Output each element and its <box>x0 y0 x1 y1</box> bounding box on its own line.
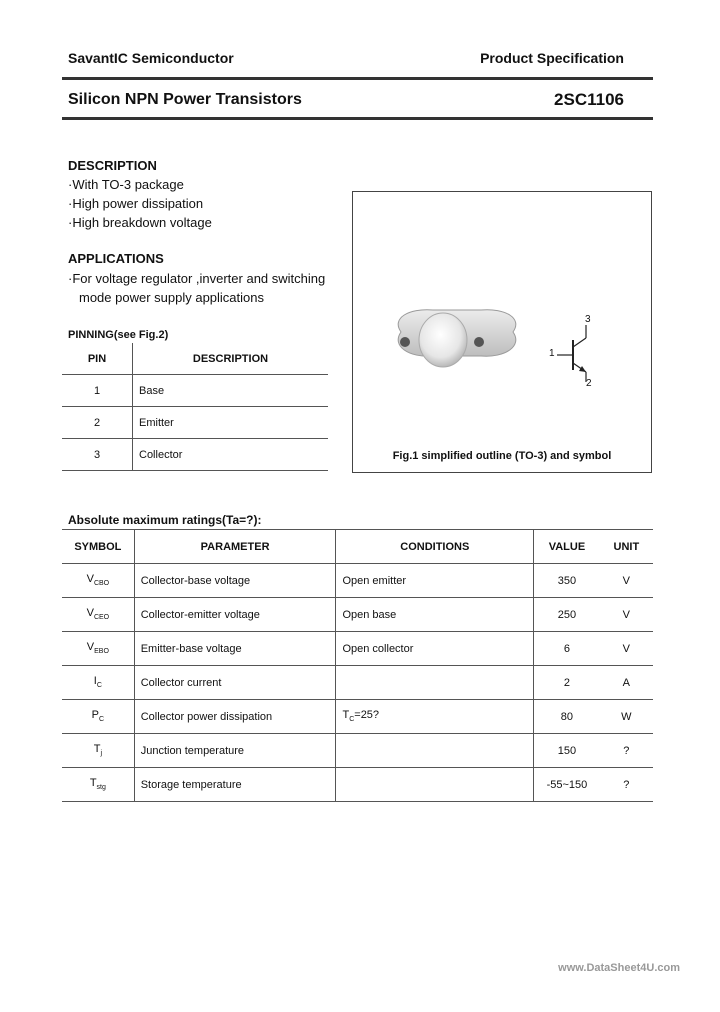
emitter-arrow-icon <box>579 366 586 372</box>
table-row <box>62 666 653 700</box>
col-symbol: SYMBOL <box>62 530 134 564</box>
table-row <box>62 598 653 632</box>
table-row <box>62 439 328 471</box>
symbol-pin-3: 3 <box>585 314 591 325</box>
unit-cell: V <box>600 564 653 598</box>
conditions-cell: Open collector <box>336 632 534 666</box>
pinning-table <box>62 343 328 471</box>
unit-cell: A <box>600 666 653 700</box>
value-cell: 150 <box>534 734 600 768</box>
table-row <box>62 564 653 598</box>
parameter-cell: Storage temperature <box>134 768 336 802</box>
symbol-cell: $T_j$ <box>62 734 134 768</box>
title-divider <box>62 117 653 120</box>
conditions-cell <box>336 768 534 802</box>
pin-description: Base <box>133 375 329 407</box>
part-number: 2SC1106 <box>554 90 624 109</box>
npn-symbol-drawing <box>353 192 651 442</box>
description-list <box>68 175 212 232</box>
pin-number: 1 <box>62 375 133 407</box>
description-item: ·High power dissipation <box>68 196 204 211</box>
unit-cell: V <box>600 632 653 666</box>
pin-number: 3 <box>62 439 133 471</box>
col-unit: UNIT <box>600 530 653 564</box>
value-cell: 250 <box>534 598 600 632</box>
applications-heading: APPLICATIONS <box>68 251 164 266</box>
col-description: DESCRIPTION <box>133 343 329 375</box>
pin-number: 2 <box>62 407 133 439</box>
table-row <box>62 407 328 439</box>
symbol-cell: $V_{EBO}$ <box>62 632 134 666</box>
unit-cell: ? <box>600 768 653 802</box>
parameter-cell: Junction temperature <box>134 734 336 768</box>
symbol-cell: $V_{CBO}$ <box>62 564 134 598</box>
collector-diag <box>573 338 586 347</box>
table-row <box>62 734 653 768</box>
value-cell: -55~150 <box>534 768 600 802</box>
col-pin: PIN <box>62 343 133 375</box>
description-item: ·High breakdown voltage <box>68 215 212 230</box>
value-cell: 6 <box>534 632 600 666</box>
value-cell: 350 <box>534 564 600 598</box>
page-title: Silicon NPN Power Transistors <box>68 91 302 108</box>
unit-cell: ? <box>600 734 653 768</box>
unit-cell: V <box>600 598 653 632</box>
table-row <box>62 375 328 407</box>
symbol-cell: $V_{CEO}$ <box>62 598 134 632</box>
table-row <box>62 700 653 734</box>
watermark-link[interactable]: www.DataSheet4U.com <box>558 962 680 974</box>
conditions-cell <box>336 734 534 768</box>
parameter-cell: Collector-base voltage <box>134 564 336 598</box>
symbol-pin-1: 1 <box>549 348 555 359</box>
col-conditions: CONDITIONS <box>336 530 534 564</box>
pin-description: Emitter <box>133 407 329 439</box>
symbol-cell: $P_C$ <box>62 700 134 734</box>
header-divider <box>62 77 653 80</box>
value-cell: 2 <box>534 666 600 700</box>
symbol-pin-2: 2 <box>586 378 592 389</box>
symbol-cell: $T_{stg}$ <box>62 768 134 802</box>
figure-caption: Fig.1 simplified outline (TO-3) and symbol <box>392 450 612 462</box>
unit-cell: W <box>600 700 653 734</box>
symbol-cell: $I_C$ <box>62 666 134 700</box>
table-header-row <box>62 343 328 375</box>
conditions-cell: Open base <box>336 598 534 632</box>
figure-box <box>352 191 652 473</box>
company-name: SavantIC Semiconductor <box>68 50 234 66</box>
conditions-cell <box>336 666 534 700</box>
conditions-cell: $T_C=25$? <box>336 700 534 734</box>
description-heading: DESCRIPTION <box>68 158 157 173</box>
table-row <box>62 768 653 802</box>
pin-description: Collector <box>133 439 329 471</box>
applications-line-1: ·For voltage regulator ,inverter and switching <box>68 271 326 286</box>
col-value: VALUE <box>534 530 600 564</box>
parameter-cell: Emitter-base voltage <box>134 632 336 666</box>
table-row <box>62 632 653 666</box>
spec-label: Product Specification <box>480 50 624 66</box>
applications-line-2: mode power supply applications <box>79 290 264 305</box>
description-item: ·With TO-3 package <box>68 177 184 192</box>
parameter-cell: Collector current <box>134 666 336 700</box>
conditions-cell: Open emitter <box>336 564 534 598</box>
table-header-row <box>62 530 653 564</box>
value-cell: 80 <box>534 700 600 734</box>
pinning-heading: PINNING(see Fig.2) <box>68 329 169 341</box>
parameter-cell: Collector-emitter voltage <box>134 598 336 632</box>
col-parameter: PARAMETER <box>134 530 336 564</box>
ratings-table <box>62 529 653 802</box>
parameter-cell: Collector power dissipation <box>134 700 336 734</box>
ratings-heading: Absolute maximum ratings(Ta=?): <box>68 513 262 527</box>
